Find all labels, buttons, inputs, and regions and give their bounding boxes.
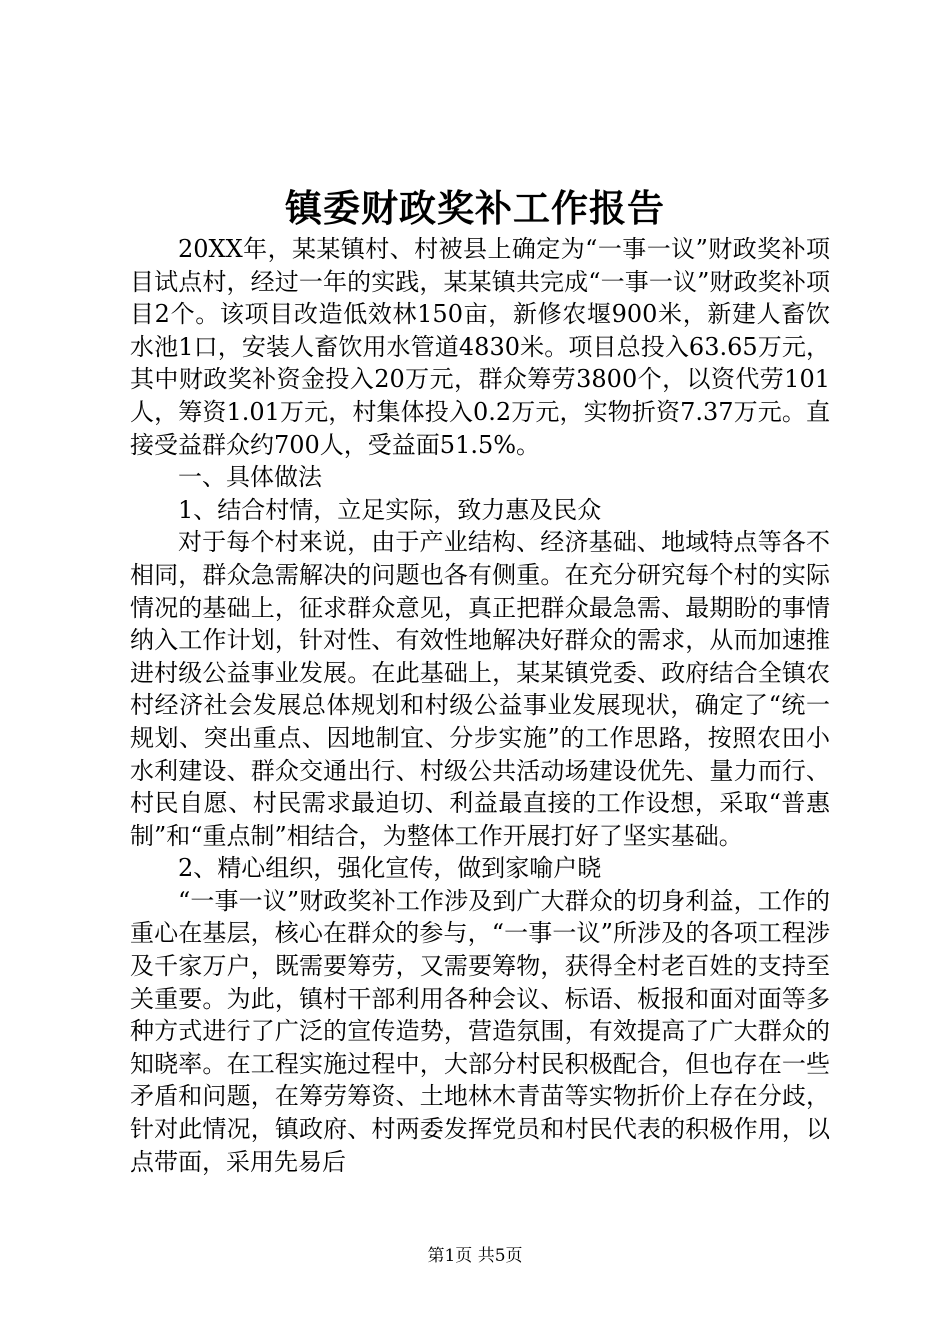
subsection-heading-2: 2、精心组织，强化宣传，做到家喻户晓 xyxy=(178,854,602,883)
section-heading: 一、具体做法 xyxy=(178,463,322,492)
paragraph-1: 对于每个村来说，由于产业结构、经济基础、地域特点等各不相同，群众急需解决的问题也各有侧重。在充分研究每个村的实际情况的基础上，征求群众意见，真正把群众最急需、最期盼的事情纳入工作计划，针对性、有效性地解决好群众的需求，从而加速推进村级公益事业发展。在此基础上，某某镇党委、政府结合全镇农村经济社会发展总体规划和村级公益事业发展现状，确定了“统一规划、突出重点、因地制宜、分步实施”的工作思路，按照农田小水利建设、群众交通出行、村级公共活动场建设优先、量力而行、村民自愿、村民需求最迫切、利益最直接的工作设想，采取“普惠制”和“重点制”相结合，为整体工作开展打好了坚实基础。 xyxy=(130,528,830,850)
subsection-heading-1: 1、结合村情，立足实际，致力惠及民众 xyxy=(178,495,602,524)
paragraph-2: “一事一议”财政奖补工作涉及到广大群众的切身利益，工作的重心在基层，核心在群众的参与，“一事一议”所涉及的各项工程涉及千家万户，既需要筹劳，又需要筹物，获得全村老百姓的支持至关重要。为此，镇村干部利用各种会议、标语、板报和面对面等多种方式进行了广泛的宣传造势，营造氛围，有效提高了广大群众的知晓率。在工程实施过程中，大部分村民积极配合，但也存在一些矛盾和问题，在筹劳筹资、土地林木青苗等实物折价上存在分歧，针对此情况，镇政府、村两委发挥党员和村民代表的积极作用，以点带面，采用先易后 xyxy=(130,886,830,1176)
document-title: 镇委财政奖补工作报告 xyxy=(285,186,665,230)
paragraph-intro: 20XX年，某某镇村、村被县上确定为“一事一议”财政奖补项目试点村，经过一年的实践，某某镇共完成“一事一议”财政奖补项目2个。该项目改造低效林150亩，新修农堰900米，新建人畜饮水池1口，安装人畜饮用水管道4830米。项目总投入63.65万元，其中财政奖补资金投入20万元，群众筹劳3800个，以资代劳101人，筹资1.01万元，村集体投入0.2万元，实物折资7.37万元。直接受益群众约700人，受益面51.5%。 xyxy=(130,235,830,459)
page-footer: 第1页 共5页 xyxy=(427,1246,523,1266)
document-body xyxy=(130,233,830,1178)
